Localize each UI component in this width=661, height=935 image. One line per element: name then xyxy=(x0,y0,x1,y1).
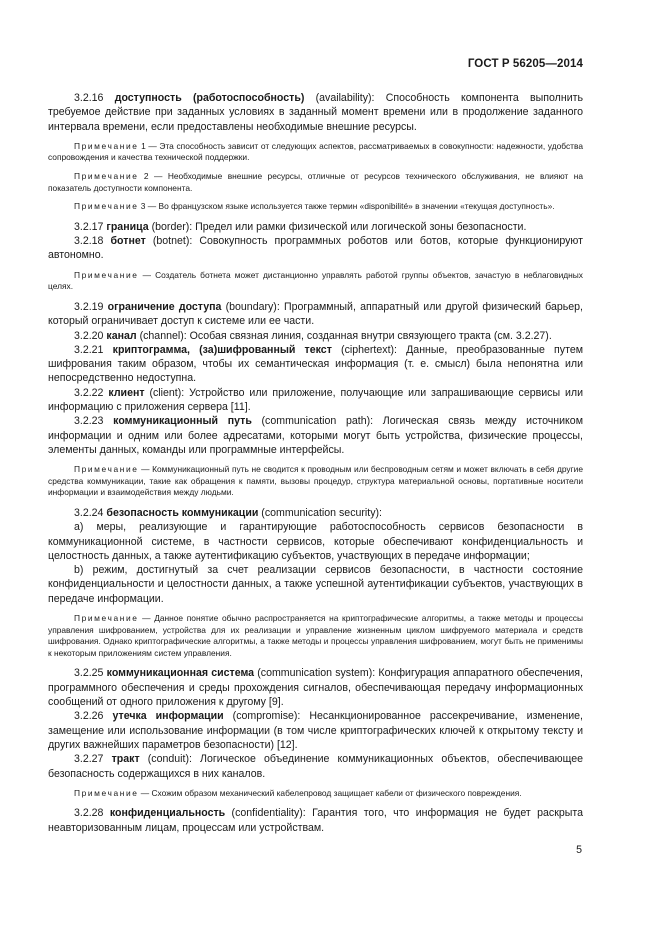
term-entry: 3.2.23 коммуникационный путь (communication path): Логическая связь между источником информации и одним или более адресатами, которыми могут быть устройства, физические процессы, элементы данных, команды или программные интерфейсы. xyxy=(48,415,583,456)
note-entry: Примечание — Схожим образом механический кабелепровод защищает кабели от физического повреждения. xyxy=(74,787,522,798)
note-entry: Примечание — Коммуникационный путь не сводится к проводным или беспроводным сетям и может включать в себя другие средства коммуникации, такие как обращения к памяти, вызовы процедур, структура материальной основы, портативные носители информации и взаимодействия между людьми. xyxy=(48,464,583,498)
term-entry: 3.2.20 канал (channel): Особая связная линия, созданная внутри связующего тракта (см. 3.2.27). xyxy=(74,329,552,342)
term-entry: 3.2.28 конфиденциальность (confidentiality): Гарантия того, что информация не будет раскрыта неавторизованным лицам, процессам или устройствам. xyxy=(48,807,583,834)
note-entry: Примечание — Данное понятие обычно распространяется на криптографические алгоритмы, а также методы и процессы управления шифрованием, устройства для их реализации и управление жизненным циклом шифруемого материала и средств шифрования. Однако криптографические алгоритмы, а также методы и процессы управления шифрованием, могут быть не применимы к некоторым приложениям систем управления. xyxy=(48,613,583,658)
term-entry: 3.2.24 безопасность коммуникации (communication security): xyxy=(74,506,382,519)
term-entry: 3.2.18 ботнет (botnet): Совокупность программных роботов или ботов, которые функционируют автономно. xyxy=(48,235,583,262)
list-item: b) режим, достигнутый за счет реализации сервисов безопасности, в частности состояние конфиденциальности и целостности данных, а также успешной аутентификации субъектов, участвующих в передаче информации. xyxy=(48,564,583,605)
term-entry: 3.2.22 клиент (client): Устройство или приложение, получающие или запрашивающие сервисы или информацию с приложения сервера [11]. xyxy=(48,386,583,414)
term-entry: 3.2.16 доступность (работоспособность) (availability): Способность компонента выполнить требуемое действие при заданных условиях в заданный момент времени или в продолжение заданного интервала времени, если предоставлены необходимые внешние ресурсы. xyxy=(48,92,583,133)
term-entry: 3.2.25 коммуникационная система (communication system): Конфигурация аппаратного обеспечения, программного обеспечения и среды прохождения сигналов, обеспечивающая передачу информационных сообщений от одного приложения к другому [9]. xyxy=(48,667,583,709)
term-entry: 3.2.27 тракт (conduit): Логическое объединение коммуникационных объектов, обеспечивающее безопасность содержащихся в них каналов. xyxy=(48,753,583,780)
note-entry: Примечание 3 — Во французском языке используется также термин «disponibilité» в значении «текущая доступность». xyxy=(74,201,555,212)
note-entry: Примечание — Создатель ботнета может дистанционно управлять работой группы объектов, зачастую в неблаговидных целях. xyxy=(48,269,583,292)
term-entry: 3.2.26 утечка информации (compromise): Несанкционированное рассекречивание, изменение, замещение или использование информации (в том числе криптографических ключей к открытому тексту и других важнейших параметров безопасности) [12]. xyxy=(48,710,583,751)
note-entry: Примечание 2 — Необходимые внешние ресурсы, отличные от ресурсов технического обслуживания, не влияют на показатель доступности компонента. xyxy=(48,171,583,193)
list-item: a) меры, реализующие и гарантирующие работоспособность сервисов безопасности в коммуникационной системе, в частности сервисов, которые обеспечивают конфиденциальность и целостность данных, а также аутентификацию субъектов, участвующих в передаче информации; xyxy=(48,521,583,562)
document-header-id: ГОСТ Р 56205—2014 xyxy=(467,58,583,70)
term-entry: 3.2.17 граница (border): Предел или рамки физической или логической зоны безопасности. xyxy=(74,220,527,233)
term-entry: 3.2.19 ограничение доступа (boundary): Программный, аппаратный или другой физический барьер, который ограничивает доступ к системе или ее части. xyxy=(48,300,583,328)
term-entry: 3.2.21 криптограмма, (за)шифрованный текст (ciphertext): Данные, преобразованные путем шифрования таким образом, чтобы их семантическая информация (т. е. смысл) была непонятна или непосредственно недоступна. xyxy=(48,343,583,385)
note-entry: Примечание 1 — Эта способность зависит от следующих аспектов, рассматриваемых в совокупности: надежности, удобства сопровождения и качества технической поддержки. xyxy=(48,140,583,163)
document-body xyxy=(48,91,583,835)
page-number: 5 xyxy=(576,844,582,856)
